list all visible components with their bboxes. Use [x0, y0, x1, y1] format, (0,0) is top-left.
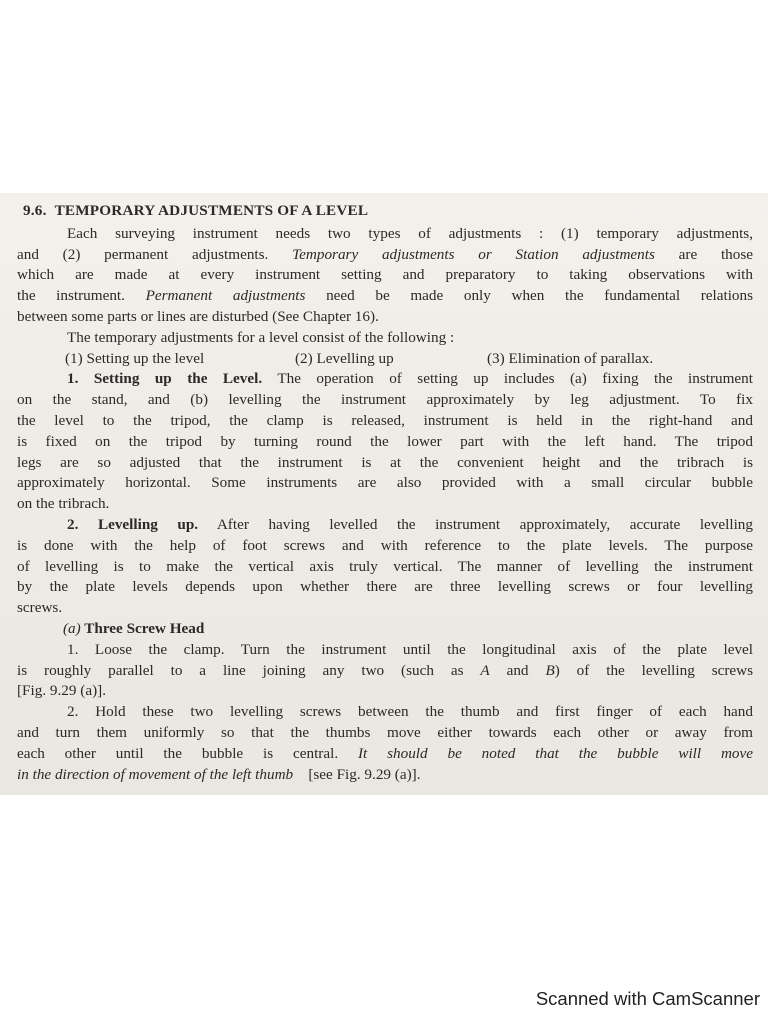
intro-line-5: between some parts or lines are disturbed (See Chapter 16). [17, 307, 379, 325]
intro-l4-text: the instrument. [17, 287, 125, 305]
step1-l2-b: B [545, 661, 555, 679]
intro-line-3: which are made at every instrument setting and preparatory to taking observations with [17, 266, 753, 284]
three-screw-label: Three Screw Head [84, 619, 205, 637]
scanned-page [0, 193, 768, 795]
levelling-up-paragraph [17, 515, 753, 619]
intro-l2-end: are those [678, 245, 753, 263]
levelling-up-line-4: by the plate levels depends upon whether there are three levelling screws or four levelling [17, 578, 753, 596]
section-title: TEMPORARY ADJUSTMENTS OF A LEVEL [54, 202, 369, 219]
step2-line-3 [17, 744, 753, 765]
setting-up-line-5: legs are so adjusted that the instrument is at the convenient height and the tribrach is [17, 453, 753, 471]
setting-up-line-6: approximately horizontal. Some instruments are also provided with a small circular bubble [17, 474, 753, 492]
three-screw-step-1 [17, 640, 753, 702]
step1-line-3: [Fig. 9.29 (a)]. [17, 682, 106, 700]
section-heading [17, 201, 753, 222]
setting-up-line-3: the level to the tripod, the clamp is released, instrument is held in the right-hand and [17, 411, 753, 429]
list-item-1: (1) Setting up the level [65, 349, 205, 367]
levelling-up-line-1 [17, 515, 753, 536]
setting-up-paragraph [17, 369, 753, 515]
intro-line-2 [17, 245, 753, 266]
levelling-up-line-3: of levelling is to make the vertical axis truly vertical. The manner of levelling the instrument [17, 557, 753, 575]
adjustment-list [17, 349, 753, 370]
consist-line: The temporary adjustments for a level consist of the following : [67, 328, 455, 346]
document-text [17, 201, 753, 785]
setting-up-line-7: on the tribrach. [17, 495, 110, 513]
section-number: 9.6. [23, 202, 47, 219]
setting-up-label: 1. Setting up the Level. [67, 370, 263, 388]
intro-l2-italic: Temporary adjustments or Station adjustments [292, 245, 655, 263]
step2-l4-end: [see Fig. 9.29 (a)]. [308, 765, 421, 783]
step1-l2-a: A [480, 661, 490, 679]
setting-up-line-4: is fixed on the tripod by turning round the lower part with the left hand. The tripod [17, 432, 753, 450]
step2-l4-italic: in the direction of movement of the left thumb [17, 765, 294, 783]
step2-line-1: 2. Hold these two levelling screws between the thumb and first finger of each hand [67, 703, 753, 721]
setting-up-l1-text: The operation of setting up includes (a) fixing the instrument [277, 370, 753, 388]
step1-l2-and: and [506, 661, 529, 679]
step1-l2-text: is roughly parallel to a line joining any two (such as [17, 661, 464, 679]
step1-l2-end: ) of the levelling screws [554, 661, 753, 679]
step2-l3-italic: It should be noted that the bubble will move [357, 744, 753, 762]
intro-l4-italic: Permanent adjustments [145, 287, 306, 305]
levelling-up-line-2: is done with the help of foot screws and with reference to the plate levels. The purpose [17, 536, 753, 554]
intro-l4-end: need be made only when the fundamental relations [326, 287, 753, 305]
three-screw-step-2 [17, 702, 753, 785]
levelling-up-line-5: screws. [17, 599, 63, 617]
levelling-up-l1-text: After having levelled the instrument approximately, accurate levelling [216, 515, 753, 533]
intro-line-1: Each surveying instrument needs two types of adjustments : (1) temporary adjustments, [67, 224, 753, 242]
intro-l2-text: and (2) permanent adjustments. [17, 245, 269, 263]
step2-line-4 [17, 765, 753, 786]
intro-line-4 [17, 286, 753, 307]
step1-line-2 [17, 661, 753, 682]
three-screw-label-a: (a) [63, 619, 81, 637]
step1-line-1: 1. Loose the clamp. Turn the instrument until the longitudinal axis of the plate level [67, 640, 753, 658]
step2-l3-text: each other until the bubble is central. [17, 744, 339, 762]
intro-paragraph [17, 224, 753, 328]
step2-line-2: and turn them uniformly so that the thumbs move either towards each other or away from [17, 723, 753, 741]
camscanner-watermark: Scanned with CamScanner [535, 988, 760, 1009]
levelling-up-label: 2. Levelling up. [67, 515, 199, 533]
list-item-3: (3) Elimination of parallax. [487, 349, 654, 367]
three-screw-heading [17, 619, 753, 640]
setting-up-line-2: on the stand, and (b) levelling the instrument approximately by leg adjustment. To fix [17, 391, 753, 409]
setting-up-line-1 [17, 369, 753, 390]
list-item-2: (2) Levelling up [295, 349, 394, 367]
